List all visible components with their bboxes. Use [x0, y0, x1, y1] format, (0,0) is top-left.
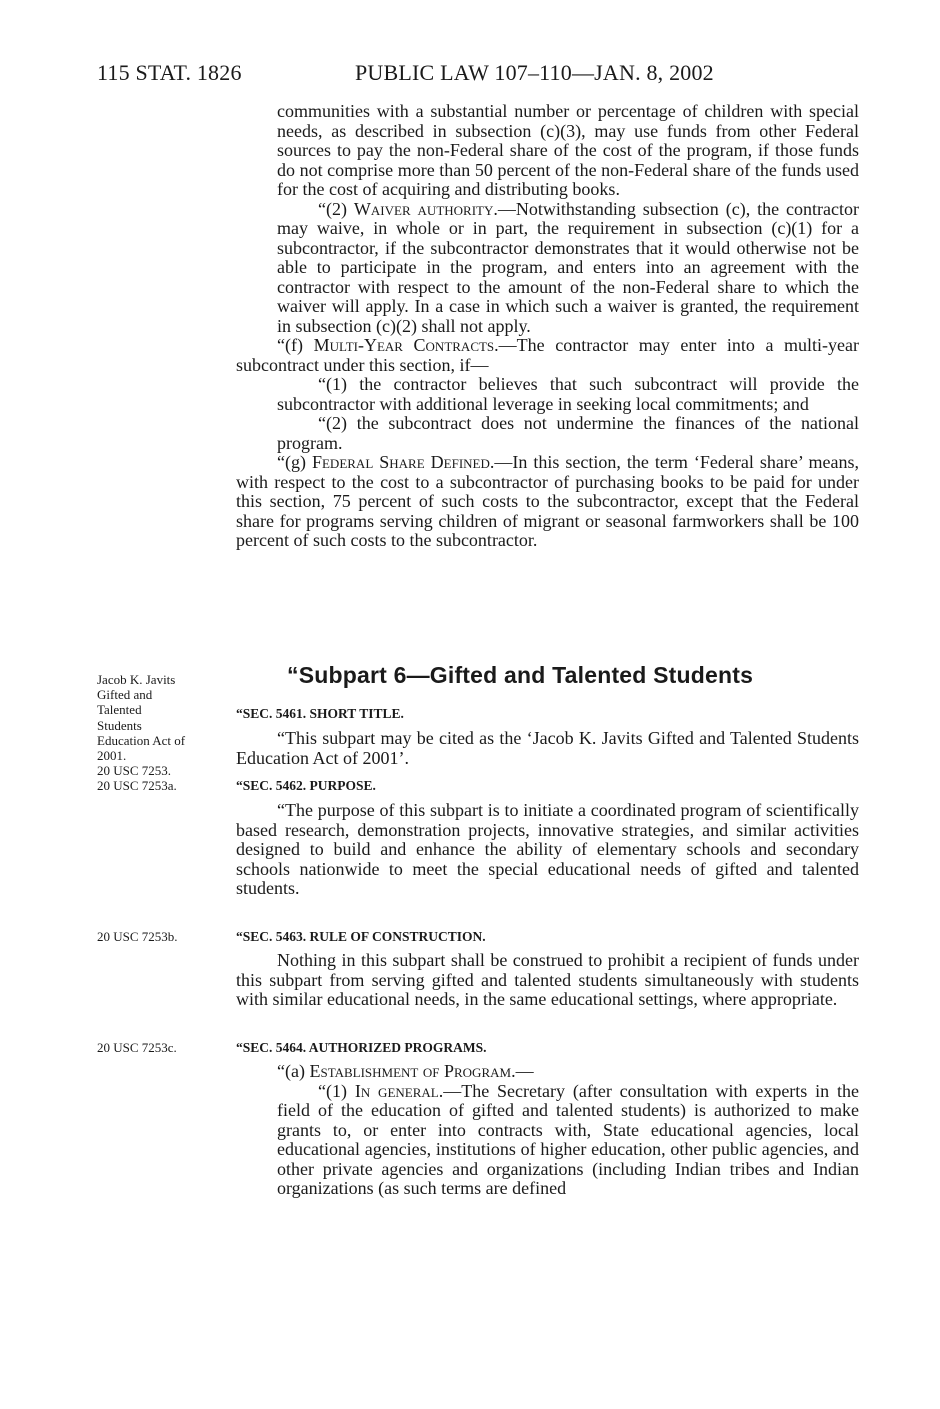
- sec-5462-heading: “SEC. 5462. PURPOSE.: [236, 778, 376, 793]
- margin-note-7253b: 20 USC 7253b.: [97, 929, 178, 944]
- margin-line: 20 USC 7253a.: [97, 778, 177, 794]
- paragraph-f1: “(1) the contractor believes that such subcontract will provide the subcontractor with additional leverage in seeking local commitments; and: [277, 374, 859, 414]
- sec-5461-heading: “SEC. 5461. SHORT TITLE.: [236, 706, 404, 721]
- sec-5463-heading: “SEC. 5463. RULE OF CONSTRUCTION.: [236, 929, 486, 944]
- sec-5463-block: [236, 951, 859, 1010]
- sec-5464-heading: “SEC. 5464. AUTHORIZED PROGRAMS.: [236, 1040, 487, 1055]
- sec-5461-block: [236, 729, 859, 768]
- stat-citation: 115 STAT. 1826: [97, 60, 242, 85]
- waiver-authority-heading: Waiver authority: [353, 198, 494, 219]
- sec-5461-body: “This subpart may be cited as the ‘Jacob K. Javits Gifted and Talented Students Education Act of 2001’.: [236, 728, 859, 768]
- multi-year-contracts-heading: Multi-Year Contracts: [313, 335, 495, 355]
- public-law-header: PUBLIC LAW 107–110—JAN. 8, 2002: [355, 60, 714, 85]
- margin-line: 20 USC 7253.: [97, 763, 172, 779]
- sec-5464-block: [236, 1062, 859, 1199]
- margin-note-javits: [97, 672, 227, 794]
- margin-note-7253c: 20 USC 7253c.: [97, 1040, 177, 1055]
- sec-5462-block: [236, 801, 859, 899]
- sec-5462-body: “The purpose of this subpart is to initiate a coordinated program of scientifically based research, demonstration projects, innovative strategies, and similar activities designed to build and enhance the ability of elementary schools and secondary schools nationwide to meet the special educational needs of gifted and talented students.: [236, 800, 859, 898]
- paragraph-f2: “(2) the subcontract does not undermine the finances of the national program.: [277, 413, 859, 453]
- margin-line: Gifted and: [97, 687, 153, 703]
- margin-line: Talented: [97, 702, 142, 718]
- margin-line: Jacob K. Javits: [97, 672, 176, 687]
- paragraph-a1: “(1) In general.—The Secretary (after consultation with experts in the field of the education of gifted and talented students) is authorized to make grants to, or enter into contracts with, State educational agencies, local educational agencies, institutions of higher education, other public agencies, and other private agencies and organizations (including Indian tribes and Indian organizations (as such terms are defined: [277, 1080, 859, 1198]
- subpart-title: “Subpart 6—Gifted and Talented Students: [287, 662, 754, 688]
- margin-line: Students: [97, 717, 142, 733]
- top-text-block: [236, 102, 859, 551]
- in-general-heading: In general: [354, 1080, 439, 1101]
- paragraph-federal-share-defined: “(g) Federal Share Defined.—In this section, the term ‘Federal share’ means, with respect to the cost to a subcontractor of purchasing books to be paid for under this section, 75 percent of such costs to the subcontractor, except that the Federal share for programs serving children of migrant or seasonal farmworkers shall be 100 percent of such costs to the subcontractor.: [236, 452, 859, 550]
- subsection-a-heading: “(a) Establishment of Program.—: [277, 1061, 534, 1081]
- paragraph-multi-year-contracts: “(f) Multi-Year Contracts.—The contractor may enter into a multi-year subcontract under this section, if—: [236, 335, 859, 375]
- paragraph-continuation: communities with a substantial number or percentage of children with special needs, as described in subsection (c)(3), may use funds from other Federal sources to pay the non-Federal share of the cost of the program, if those funds do not comprise more than 50 percent of the non-Federal share of the funds used for the cost of acquiring and distributing books.: [277, 101, 859, 199]
- margin-line: 2001.: [97, 748, 127, 764]
- margin-line: Education Act of: [97, 732, 186, 748]
- sec-5463-body: Nothing in this subpart shall be construed to prohibit a recipient of funds under this subpart from serving gifted and talented students simultaneously with students with similar educational needs, in the same educational settings, where appropriate.: [236, 950, 859, 1009]
- federal-share-defined-heading: Federal Share Defined: [311, 452, 490, 472]
- paragraph-waiver-authority: “(2) Waiver authority.—Notwithstanding subsection (c), the contractor may waive, in whole or in part, the requirement in subsection (c)(1) for a subcontractor, if the subcontractor demonstrates that it would otherwise not be able to participate in the program, and enters into an agreement with the contractor with respect to the amount of the non-Federal share to which the waiver will apply. In a case in which such a waiver is granted, the requirement in subsection (c)(2) shall not apply.: [277, 198, 859, 336]
